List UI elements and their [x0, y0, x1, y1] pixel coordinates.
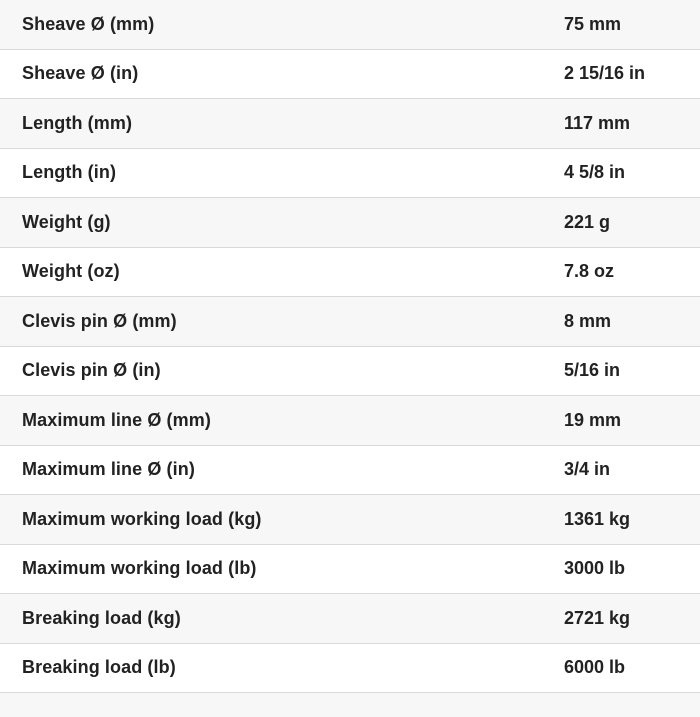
spec-value: 3/4 in [564, 459, 611, 480]
table-row [0, 396, 700, 446]
spec-value: 7.8 oz [564, 261, 615, 282]
table-row [0, 347, 700, 397]
spec-label: Clevis pin Ø (mm) [22, 310, 177, 331]
table-row [0, 446, 700, 496]
table-bottom-spacer [0, 693, 700, 717]
spec-value: 8 mm [564, 310, 612, 331]
spec-label: Breaking load (kg) [22, 607, 181, 628]
table-row [0, 594, 700, 644]
table-row [0, 50, 700, 100]
spec-value: 6000 lb [564, 657, 626, 678]
spec-label: Maximum working load (lb) [22, 558, 257, 579]
table-row [0, 545, 700, 595]
table-row [0, 495, 700, 545]
spec-value: 4 5/8 in [564, 162, 626, 183]
table-row [0, 644, 700, 694]
table-row [0, 149, 700, 199]
table-row [0, 248, 700, 298]
spec-value: 3000 lb [564, 558, 626, 579]
spec-value: 5/16 in [564, 360, 621, 381]
spec-label: Maximum line Ø (mm) [22, 409, 211, 430]
spec-label: Clevis pin Ø (in) [22, 360, 161, 381]
spec-label: Sheave Ø (mm) [22, 13, 155, 34]
spec-value: 1361 kg [564, 508, 631, 529]
spec-label: Length (in) [22, 162, 117, 183]
spec-label: Weight (g) [22, 211, 111, 232]
table-row [0, 297, 700, 347]
spec-label: Sheave Ø (in) [22, 63, 139, 84]
spec-value: 19 mm [564, 409, 622, 430]
table-row [0, 99, 700, 149]
table-row [0, 0, 700, 50]
table-row [0, 198, 700, 248]
spec-value: 2721 kg [564, 607, 631, 628]
spec-value: 117 mm [564, 112, 631, 133]
spec-label: Maximum working load (kg) [22, 508, 262, 529]
spec-label: Length (mm) [22, 112, 133, 133]
spec-label: Maximum line Ø (in) [22, 459, 195, 480]
spec-label: Weight (oz) [22, 261, 120, 282]
spec-value: 221 g [564, 211, 611, 232]
spec-value: 75 mm [564, 13, 622, 34]
spec-label: Breaking load (lb) [22, 657, 176, 678]
spec-value: 2 15/16 in [564, 63, 646, 84]
